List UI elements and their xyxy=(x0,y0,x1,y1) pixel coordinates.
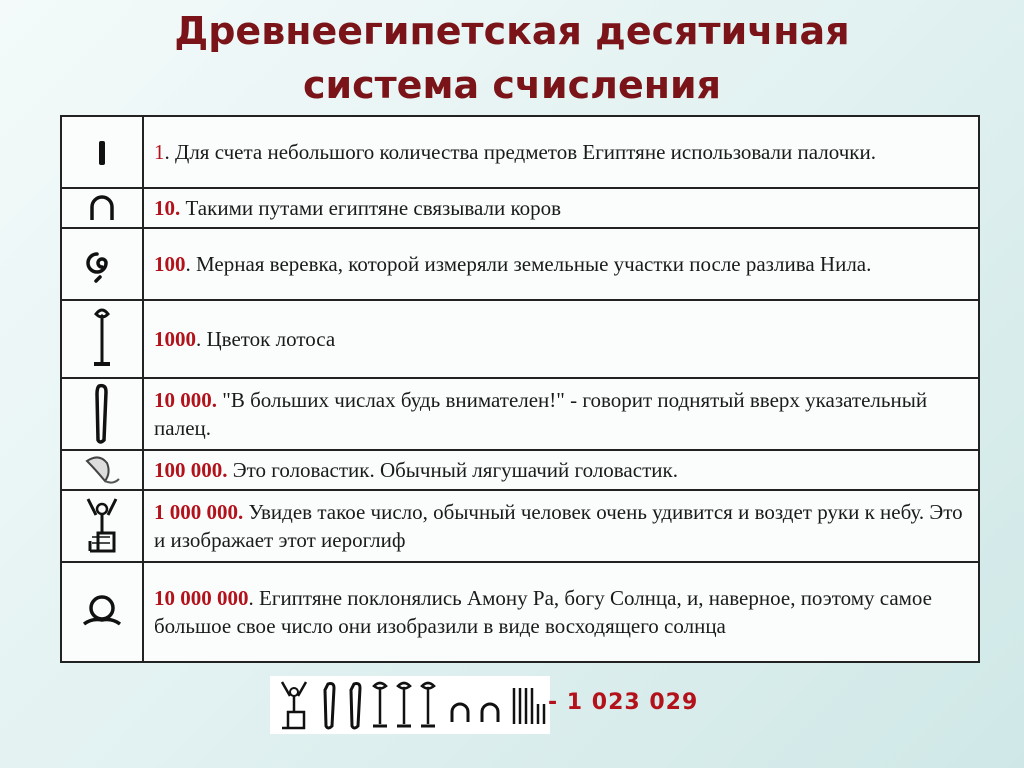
table-row xyxy=(61,300,979,378)
numerals-table xyxy=(60,115,980,663)
row-description xyxy=(143,116,979,188)
table-row xyxy=(61,490,979,562)
example-hieroglyphs xyxy=(270,676,550,734)
row-number: 1000 xyxy=(154,326,196,351)
kneeling-man-glyph-icon xyxy=(61,490,143,562)
row-description xyxy=(143,300,979,378)
title-line-2: система счисления xyxy=(302,63,722,107)
row-number: 100 000. xyxy=(154,457,228,482)
heel-bone-glyph-icon xyxy=(61,188,143,228)
row-description xyxy=(143,450,979,490)
row-number: 10 000. xyxy=(154,387,217,412)
row-text: . Египтяне поклонялись Амону Ра, богу Солнца, и, наверное, поэтому самое большое свое число они изобразили в виде восходящего солнца xyxy=(154,585,933,638)
row-description xyxy=(143,562,979,662)
table-row xyxy=(61,378,979,450)
table-row xyxy=(61,450,979,490)
row-text: Увидев такое число, обычный человек очень удивится и воздет руки к небу. Это и изображает этот иероглиф xyxy=(154,499,963,552)
page-title xyxy=(0,4,1024,112)
row-number: 1 000 000. xyxy=(154,499,244,524)
stroke-glyph-icon xyxy=(61,116,143,188)
row-number: 10 000 000 xyxy=(154,585,249,610)
row-text: Это головастик. Обычный лягушачий головастик. xyxy=(227,457,678,482)
row-number: 100 xyxy=(154,251,186,276)
row-description xyxy=(143,188,979,228)
row-description xyxy=(143,490,979,562)
row-text: Такими путами египтяне связывали коров xyxy=(180,195,562,220)
table-row xyxy=(61,562,979,662)
coil-rope-glyph-icon xyxy=(61,228,143,300)
lotus-flower-glyph-icon xyxy=(61,300,143,378)
row-number: 10. xyxy=(154,195,181,220)
example-result: - 1 023 029 xyxy=(548,690,699,715)
table-row xyxy=(61,188,979,228)
rising-sun-glyph-icon xyxy=(61,562,143,662)
row-text: . Мерная веревка, которой измеряли земельные участки после разлива Нила. xyxy=(185,251,872,276)
row-text: . Для счета небольшого количества предметов Египтяне использовали палочки. xyxy=(164,139,876,164)
table-row xyxy=(61,228,979,300)
row-number: 1 xyxy=(154,139,165,164)
row-description xyxy=(143,378,979,450)
finger-glyph-icon xyxy=(61,378,143,450)
tadpole-glyph-icon xyxy=(61,450,143,490)
title-line-1: Древнеегипетская десятичная xyxy=(174,9,850,53)
table-row xyxy=(61,116,979,188)
row-text: . Цветок лотоса xyxy=(196,326,336,351)
row-text: "В больших числах будь внимателен!" - говорит поднятый вверх указательный палец. xyxy=(154,387,928,440)
row-description xyxy=(143,228,979,300)
